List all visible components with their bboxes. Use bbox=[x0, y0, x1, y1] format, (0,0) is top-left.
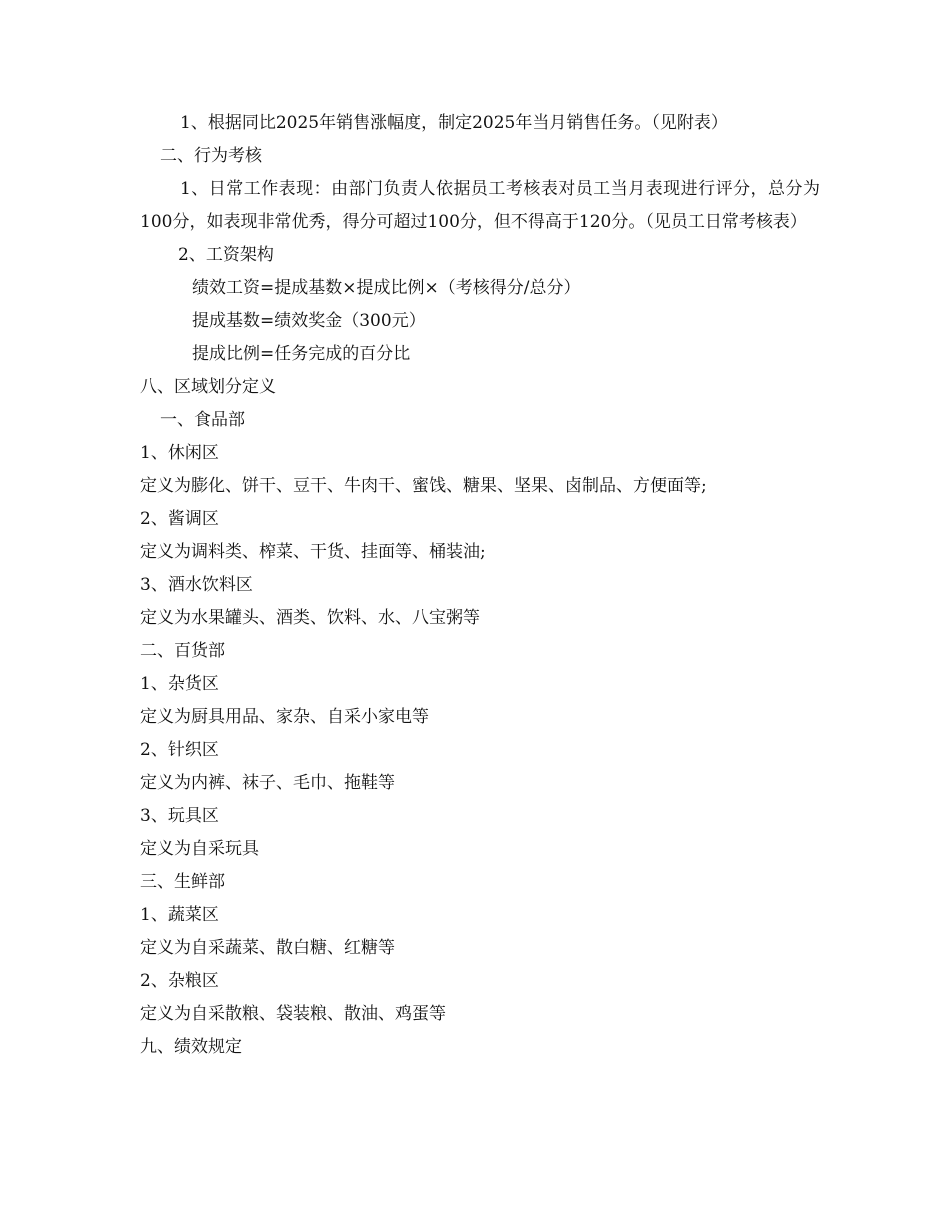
heading-sauce-area: 2、酱调区 bbox=[140, 509, 219, 529]
paragraph-daily-performance: 1、日常工作表现：由部门负责人依据员工考核表对员工当月表现进行评分，总分为100分，如表现非常优秀，得分可超过100分，但不得高于120分。（见员工日常考核表） bbox=[140, 179, 820, 232]
formula-commission-base: 提成基数=绩效奖金（300元） bbox=[192, 311, 426, 331]
formula-performance-salary: 绩效工资=提成基数×提成比例×（考核得分/总分） bbox=[192, 278, 581, 298]
heading-leisure-area: 1、休闲区 bbox=[140, 443, 219, 463]
heading-area-definition: 八、区域划分定义 bbox=[140, 377, 276, 397]
heading-grain-area: 2、杂粮区 bbox=[140, 971, 219, 991]
heading-grocery-area: 1、杂货区 bbox=[140, 674, 219, 694]
heading-vegetable-area: 1、蔬菜区 bbox=[140, 905, 219, 925]
heading-beverage-area: 3、酒水饮料区 bbox=[140, 575, 253, 595]
heading-fresh-department: 三、生鲜部 bbox=[140, 872, 225, 892]
heading-toy-area: 3、玩具区 bbox=[140, 806, 219, 826]
definition-grain-area: 定义为自采散粮、袋装粮、散油、鸡蛋等 bbox=[140, 1004, 446, 1024]
heading-behavior-assessment: 二、行为考核 bbox=[160, 146, 262, 166]
definition-sauce-area: 定义为调料类、榨菜、干货、挂面等、桶装油; bbox=[140, 542, 486, 562]
definition-knitwear-area: 定义为内裤、袜子、毛巾、拖鞋等 bbox=[140, 773, 395, 793]
heading-salary-structure: 2、工资架构 bbox=[178, 245, 274, 265]
document-body bbox=[140, 107, 820, 1064]
definition-toy-area: 定义为自采玩具 bbox=[140, 839, 259, 859]
definition-vegetable-area: 定义为自采蔬菜、散白糖、红糖等 bbox=[140, 938, 395, 958]
heading-knitwear-area: 2、针织区 bbox=[140, 740, 219, 760]
definition-grocery-area: 定义为厨具用品、家杂、自采小家电等 bbox=[140, 707, 429, 727]
text-line-sales-task: 1、根据同比2025年销售涨幅度，制定2025年当月销售任务。（见附表） bbox=[180, 113, 728, 133]
heading-general-merchandise: 二、百货部 bbox=[140, 641, 225, 661]
definition-beverage-area: 定义为水果罐头、酒类、饮料、水、八宝粥等 bbox=[140, 608, 480, 628]
formula-commission-ratio: 提成比例=任务完成的百分比 bbox=[192, 344, 411, 364]
heading-performance-rules: 九、绩效规定 bbox=[140, 1037, 242, 1057]
definition-leisure-area: 定义为膨化、饼干、豆干、牛肉干、蜜饯、糖果、坚果、卤制品、方便面等; bbox=[140, 476, 707, 496]
heading-food-department: 一、食品部 bbox=[160, 410, 245, 430]
